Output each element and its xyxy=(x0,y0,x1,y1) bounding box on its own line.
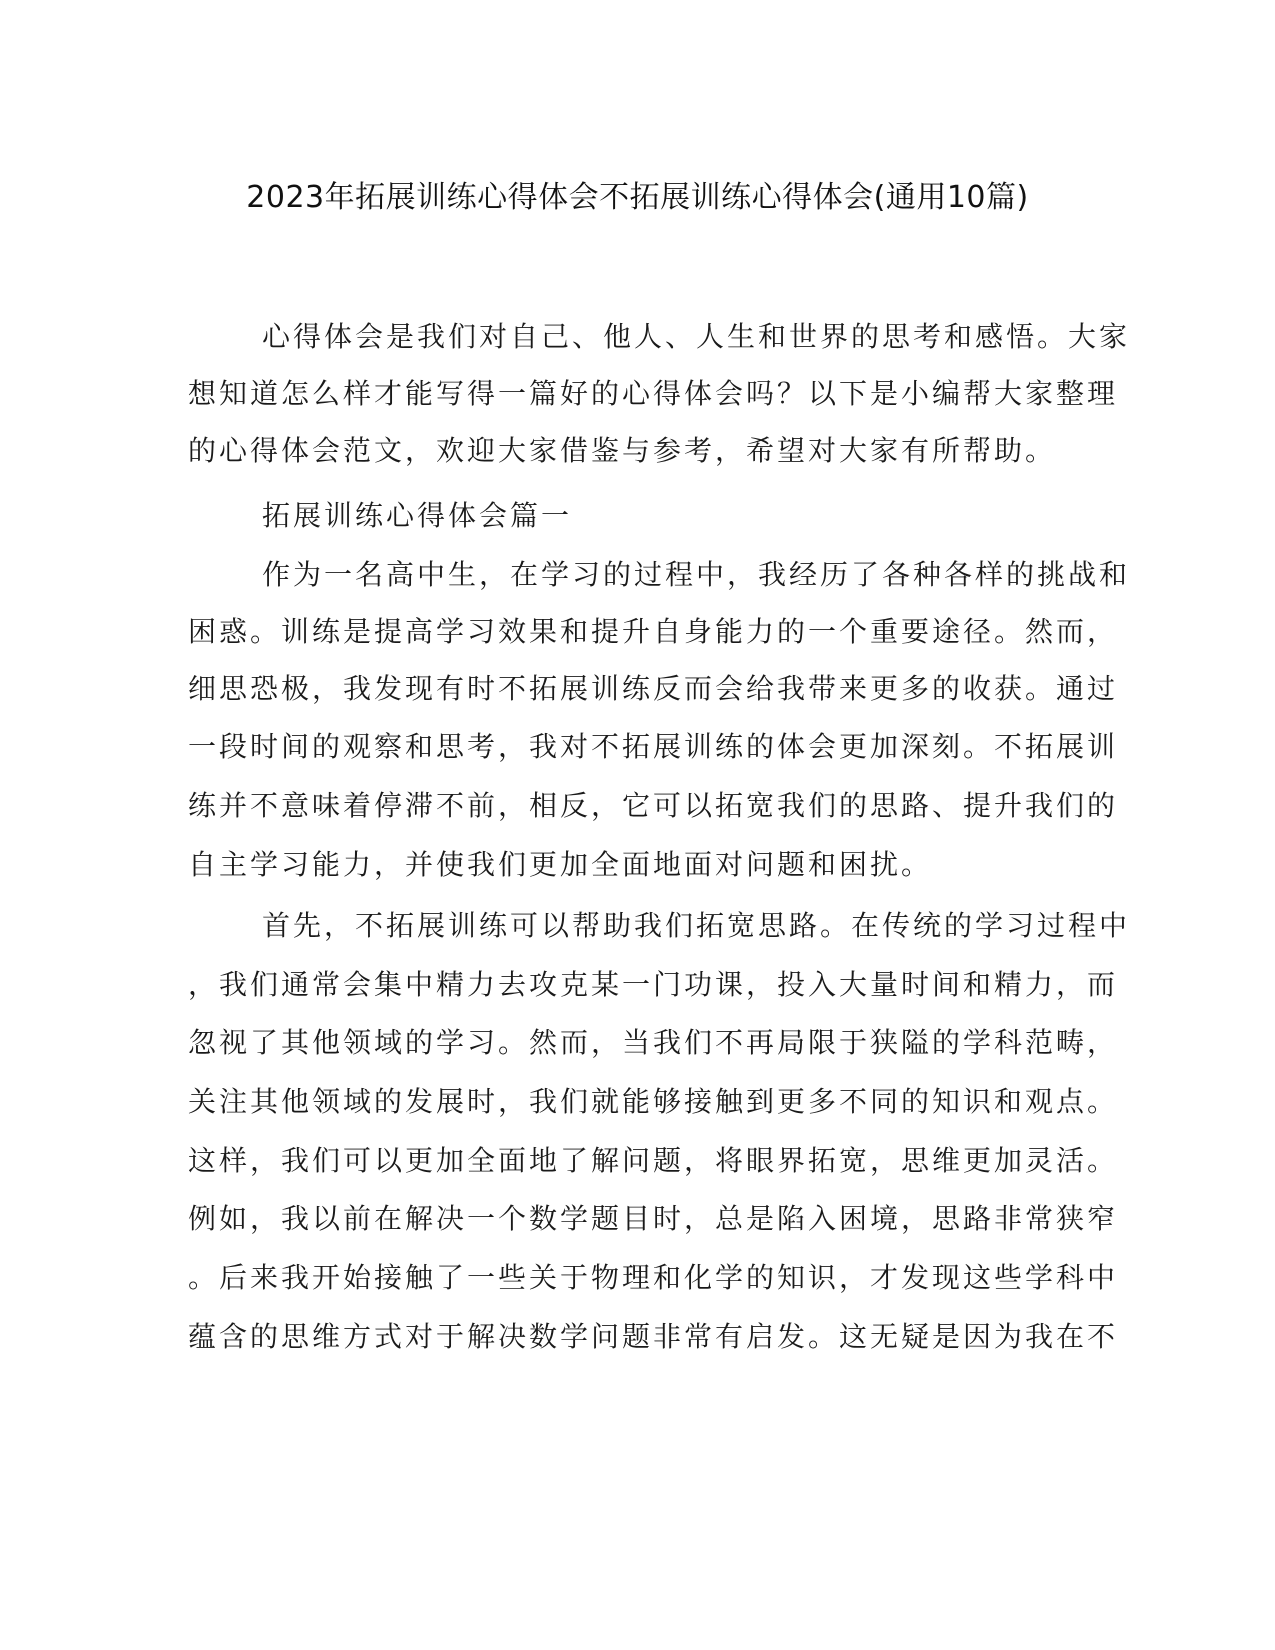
paragraph-line: 例如，我以前在解决一个数学题目时，总是陷入困境，思路非常狭窄 xyxy=(188,1202,1119,1235)
intro-line: 想知道怎么样才能写得一篇好的心得体会吗？以下是小编帮大家整理 xyxy=(188,377,1119,410)
paragraph-line: 自主学习能力，并使我们更加全面地面对问题和困扰。 xyxy=(188,848,933,881)
paragraph-line: 首先，不拓展训练可以帮助我们拓宽思路。在传统的学习过程中 xyxy=(262,909,1131,942)
paragraph-line: 细思恐极，我发现有时不拓展训练反而会给我带来更多的收获。通过 xyxy=(188,672,1119,705)
paragraph-line: 一段时间的观察和思考，我对不拓展训练的体会更加深刻。不拓展训 xyxy=(188,730,1119,763)
paragraph-line: 练并不意味着停滞不前，相反，它可以拓宽我们的思路、提升我们的 xyxy=(188,789,1119,822)
paragraph-line: 忽视了其他领域的学习。然而，当我们不再局限于狭隘的学科范畴， xyxy=(188,1026,1119,1059)
paragraph-line: 这样，我们可以更加全面地了解问题，将眼界拓宽，思维更加灵活。 xyxy=(188,1144,1119,1177)
paragraph-line: 作为一名高中生，在学习的过程中，我经历了各种各样的挑战和 xyxy=(262,558,1131,591)
paragraph-line: 关注其他领域的发展时，我们就能够接触到更多不同的知识和观点。 xyxy=(188,1085,1119,1118)
document-title: 2023年拓展训练心得体会不拓展训练心得体会(通用10篇) xyxy=(246,180,1029,215)
paragraph-line: 蕴含的思维方式对于解决数学问题非常有启发。这无疑是因为我在不 xyxy=(188,1320,1119,1353)
paragraph-line: 。后来我开始接触了一些关于物理和化学的知识，才发现这些学科中 xyxy=(188,1261,1119,1294)
intro-line: 的心得体会范文，欢迎大家借鉴与参考，希望对大家有所帮助。 xyxy=(188,434,1057,467)
paragraph-line: 困惑。训练是提高学习效果和提升自身能力的一个重要途径。然而， xyxy=(188,615,1119,648)
intro-line: 心得体会是我们对自己、他人、人生和世界的思考和感悟。大家 xyxy=(262,320,1131,353)
paragraph-line: ，我们通常会集中精力去攻克某一门功课，投入大量时间和精力，而 xyxy=(188,968,1119,1001)
section-heading: 拓展训练心得体会篇一 xyxy=(262,499,573,532)
